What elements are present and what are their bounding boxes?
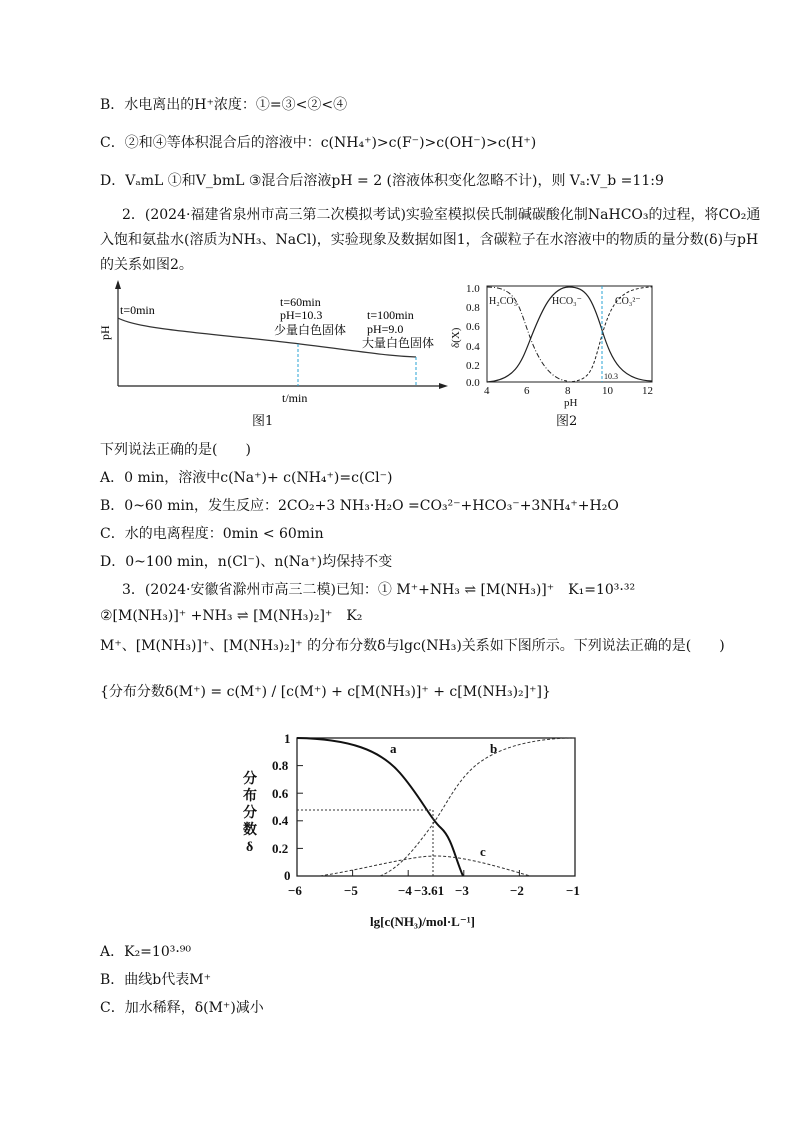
q3-xtick-5: −5 [344,883,358,898]
fig2-xlabel: pH [564,397,578,409]
figure-2-chart [450,280,657,409]
q3-ytick-1: 1 [284,731,291,746]
fig2-ytick-02: 0.2 [466,360,480,372]
fig2-ytick-06: 0.6 [466,321,480,333]
q3-option-c: C．加水稀释，δ(M⁺)减小 [100,1000,264,1016]
fig1-xlabel: t/min [282,391,308,405]
fig2-xtick-4: 4 [484,385,490,397]
fig2-ytick-04: 0.4 [466,341,480,353]
fig1-t60-label: t=60min [280,295,321,309]
option-d-prev: D．VₐmL ①和V_bmL ③混合后溶液pH = 2 (溶液体积变化忽略不计)，则 Vₐ:V_b =11:9 [100,173,664,189]
q3-series-c: c [480,844,486,859]
fig1-ylabel: pH [98,325,112,340]
fig2-ytick-00: 0.0 [466,377,480,389]
fig2-marker: 10.3 [604,372,618,381]
fig2-series-h2co3: H₂CO₃ [489,296,518,307]
fig1-t100-note: 大量白色固体 [362,336,435,350]
q3-ytick-04: 0.4 [272,813,289,828]
fig2-ytick-10: 1.0 [466,283,480,295]
svg-text:数: 数 [243,823,257,838]
q3-ylabel [243,770,257,855]
q2-option-b: B．0~60 min，发生反应：2CO₂+3 NH₃·H₂O =CO₃²⁻+HCO₃⁻+3NH₄⁺+H₂O [100,498,619,514]
svg-text:分: 分 [243,806,257,821]
svg-text:分: 分 [243,772,257,787]
option-c-prev: C．②和④等体积混合后的溶液中：c(NH₄⁺)>c(F⁻)>c(OH⁻)>c(H⁺) [100,135,537,151]
q3-option-a: A．K₂=10³·⁹⁰ [100,944,192,960]
fig2-xtick-6: 6 [524,385,530,397]
q3-option-b: B．曲线b代表M⁺ [100,972,211,988]
fig2-series-hco3: HCO₃⁻ [552,296,582,307]
q3-series-b: b [490,741,498,756]
q3-ytick-02: 0.2 [272,841,289,856]
figure-1-chart [100,282,450,407]
fig1-t60-ph: pH=10.3 [280,308,323,322]
fig1-t0-label: t=0min [120,303,155,317]
fig2-ytick-08: 0.8 [466,302,480,314]
q3-xtick-4: −4 [398,883,412,898]
svg-text:δ: δ [246,840,254,855]
q3-formula: {分布分数δ(M⁺) = c(M⁺) / [c(M⁺) + c[M(NH₃)]⁺ + c[M(NH₃)₂]⁺]} [100,684,551,700]
q3-xtick-3: −3 [455,883,469,898]
q2-stem-1: 2．(2024·福建省泉州市高三第二次模拟考试)实验室模拟侯氏制碱碳酸化制NaHCO₃的过程，将CO₂通 [122,207,761,223]
q3-xtick-2: −2 [510,883,524,898]
q3-xtick-1: −1 [566,883,580,898]
fig2-xtick-8: 8 [565,385,571,397]
fig2-xtick-10: 10 [602,385,613,397]
q3-ytick-08: 0.8 [272,758,289,773]
q3-xtick-361: −3.61 [414,883,445,898]
q3-stem-2: ②[M(NH₃)]⁺ +NH₃ ⇌ [M(NH₃)₂]⁺ K₂ [100,608,363,624]
q2-option-d: D．0~100 min，n(Cl⁻)、n(Na⁺)均保持不变 [100,554,393,570]
fig1-t60-note: 少量白色固体 [274,323,347,337]
q2-prompt: 下列说法正确的是( ) [100,442,251,458]
svg-text:布: 布 [243,789,257,804]
q2-option-c: C．水的电离程度：0min < 60min [100,526,324,542]
q3-xlabel: lg[c(NH₃)/mol·L⁻¹] [370,914,475,929]
fig1-t100-label: t=100min [367,308,414,322]
q3-stem-1: 3．(2024·安徽省滁州市高三二模)已知：① M⁺+NH₃ ⇌ [M(NH₃)]⁺ K₁=10³·³² [122,582,636,598]
q2-stem-3: 的关系如图2。 [100,257,193,273]
fig1-caption: 图1 [252,414,274,429]
q3-xtick-6: −6 [288,883,302,898]
fig2-xtick-12: 12 [642,385,653,397]
q3-series-a: a [390,741,397,756]
fig1-t100-ph: pH=9.0 [367,322,404,336]
q3-stem-3: M⁺、[M(NH₃)]⁺、[M(NH₃)₂]⁺ 的分布分数δ与lgc(NH₃)关系如下图所示。下列说法正确的是( ) [100,638,725,654]
q2-stem-2: 入饱和氨盐水(溶质为NH₃、NaCl)，实验现象及数据如图1，含碳粒子在水溶液中的物质的量分数(δ)与pH [100,232,759,248]
q3-ytick-0: 0 [284,868,291,883]
option-b-prev: B．水电离出的H⁺浓度：①=③<②<④ [100,97,348,113]
q3-ytick-06: 0.6 [272,786,289,801]
q2-option-a: A．0 min，溶液中c(Na⁺)+ c(NH₄⁺)=c(Cl⁻) [100,470,393,486]
fig2-caption: 图2 [556,414,578,429]
fig2-ylabel: δ(X) [450,327,462,348]
q3-chart [240,728,600,938]
fig2-series-co3: CO₃²⁻ [615,296,641,307]
